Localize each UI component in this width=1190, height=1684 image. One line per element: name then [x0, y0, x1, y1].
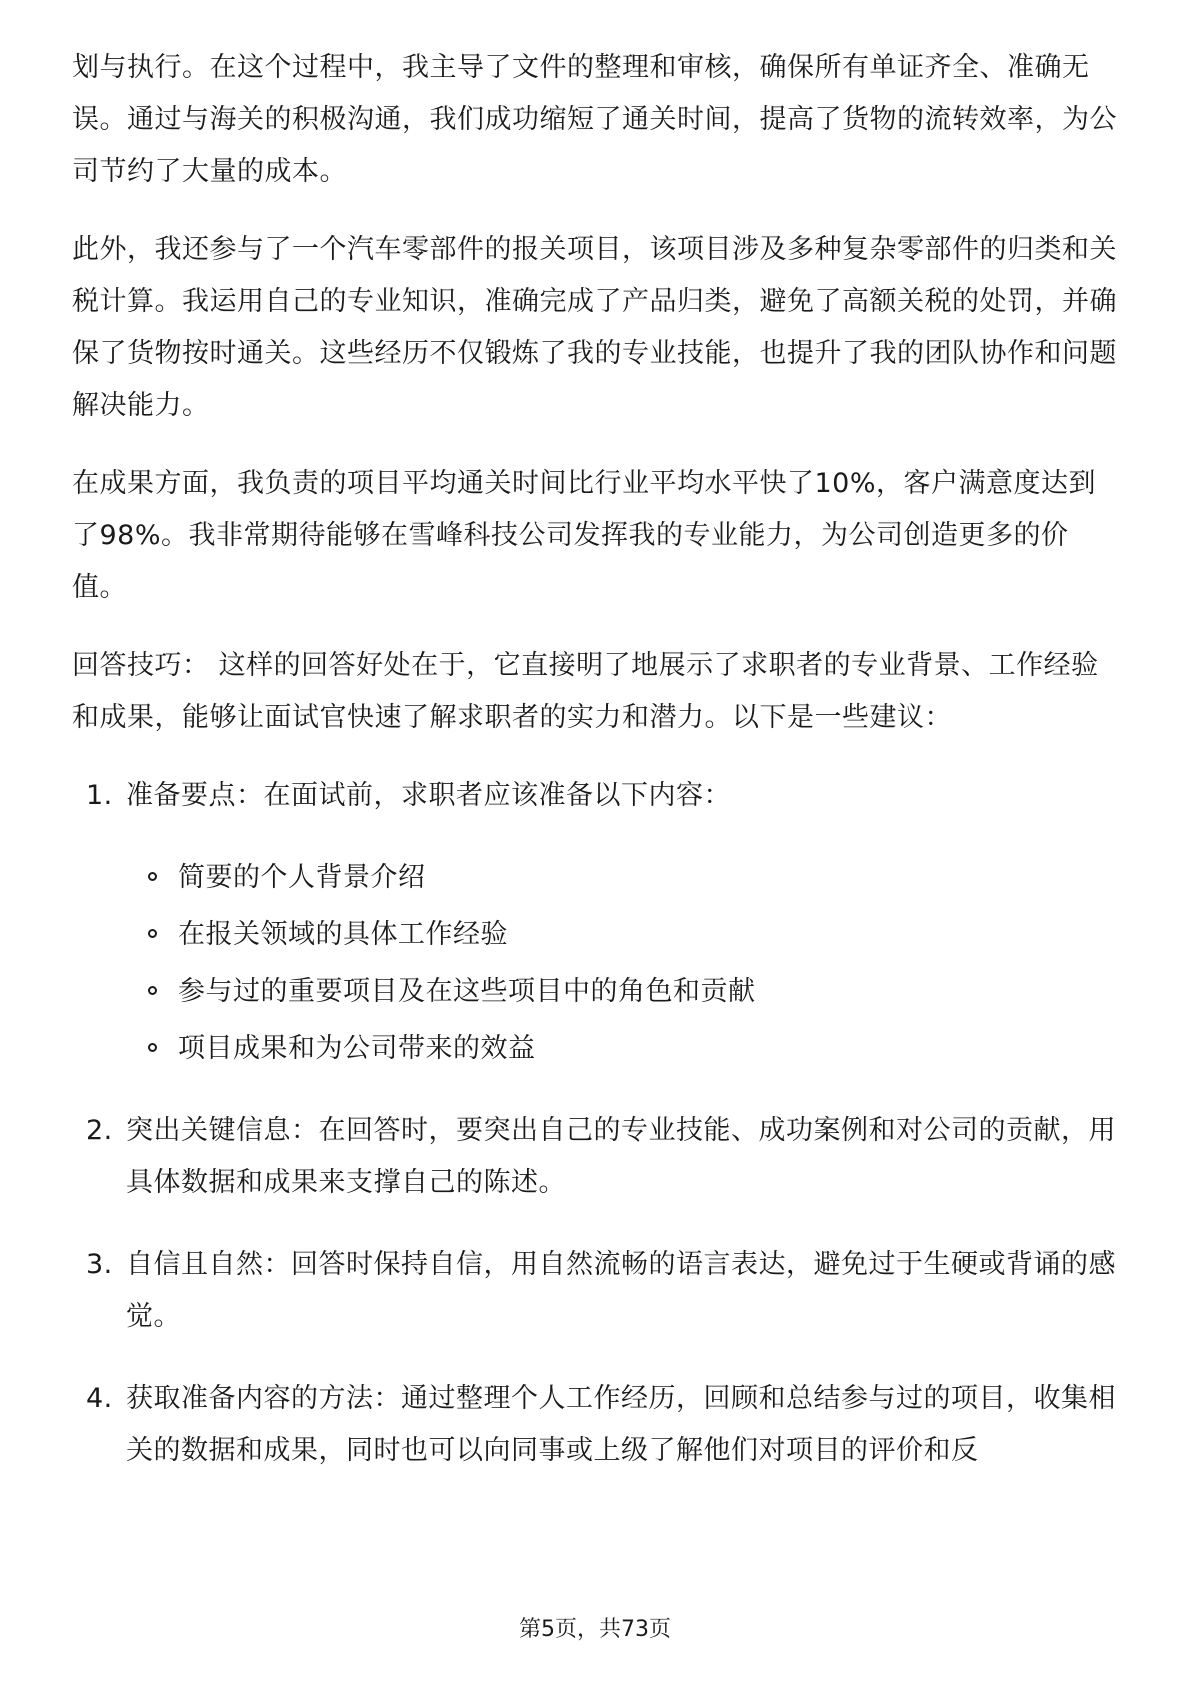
- list-item: [72, 1239, 1118, 1343]
- list-item-text: 准备要点：在面试前，求职者应该准备以下内容：: [126, 780, 731, 811]
- list-number: 1.: [86, 780, 113, 811]
- tips-list: [72, 770, 1118, 1477]
- sub-bullet-list: [126, 852, 1118, 1075]
- list-number: 3.: [86, 1249, 113, 1280]
- sub-bullet-item: [126, 1023, 1118, 1075]
- page-number-footer: 第5页，共73页: [519, 1617, 671, 1642]
- sub-bullet-item: [126, 852, 1118, 904]
- list-number: 4.: [86, 1383, 113, 1414]
- list-item-text: 自信且自然：回答时保持自信，用自然流畅的语言表达，避免过于生硬或背诵的感觉。: [126, 1249, 1116, 1332]
- circle-bullet-icon: [148, 929, 157, 938]
- list-number: 2.: [86, 1115, 113, 1146]
- paragraph: 此外，我还参与了一个汽车零部件的报关项目，该项目涉及多种复杂零部件的归类和关税计算。我运用自己的专业知识，准确完成了产品归类，避免了高额关税的处罚，并确保了货物按时通关。这些经历不仅锻炼了我的专业技能，也提升了我的团队协作和问题解决能力。: [72, 234, 1117, 421]
- sub-bullet-text: 在报关领域的具体工作经验: [178, 919, 508, 950]
- list-item: [72, 1105, 1118, 1209]
- page-content: [72, 42, 1118, 1507]
- paragraph: 在成果方面，我负责的项目平均通关时间比行业平均水平快了10%，客户满意度达到了98%。我非常期待能够在雪峰科技公司发挥我的专业能力，为公司创造更多的价值。: [72, 468, 1097, 603]
- list-item-text: 突出关键信息：在回答时，要突出自己的专业技能、成功案例和对公司的贡献，用具体数据和成果来支撑自己的陈述。: [126, 1115, 1116, 1198]
- circle-bullet-icon: [148, 986, 157, 995]
- list-item: [72, 1373, 1118, 1477]
- sub-bullet-item: [126, 966, 1118, 1018]
- sub-bullet-item: [126, 909, 1118, 961]
- tips-paragraph: 回答技巧： 这样的回答好处在于，它直接明了地展示了求职者的专业背景、工作经验和成果，能够让面试官快速了解求职者的实力和潜力。以下是一些建议：: [72, 650, 1099, 733]
- circle-bullet-icon: [148, 1043, 157, 1052]
- list-item-text: 获取准备内容的方法：通过整理个人工作经历，回顾和总结参与过的项目，收集相关的数据和成果，同时也可以向同事或上级了解他们对项目的评价和反: [126, 1383, 1116, 1466]
- sub-bullet-text: 项目成果和为公司带来的效益: [178, 1033, 536, 1064]
- circle-bullet-icon: [148, 872, 157, 881]
- sub-bullet-text: 简要的个人背景介绍: [178, 862, 426, 893]
- list-item: [72, 770, 1118, 1075]
- paragraph: 划与执行。在这个过程中，我主导了文件的整理和审核，确保所有单证齐全、准确无误。通过与海关的积极沟通，我们成功缩短了通关时间，提高了货物的流转效率，为公司节约了大量的成本。: [72, 52, 1117, 187]
- sub-bullet-text: 参与过的重要项目及在这些项目中的角色和贡献: [178, 976, 756, 1007]
